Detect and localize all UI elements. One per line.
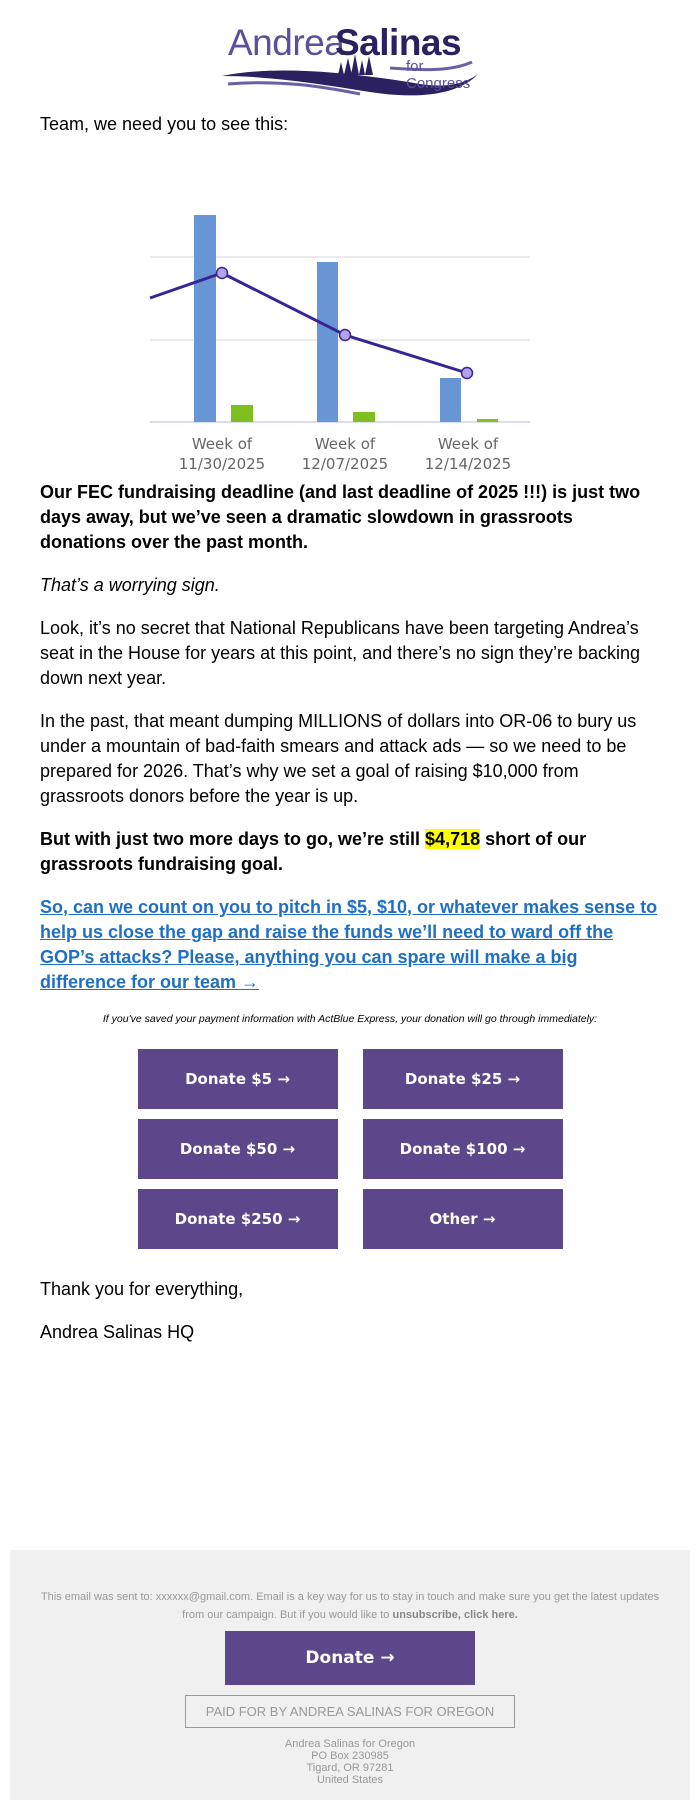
email-footer (10, 1550, 690, 1800)
deadline-paragraph (40, 480, 660, 555)
logo-tagline: for Congress (406, 58, 471, 92)
address-country: United States (316, 1774, 384, 1786)
signature: Andrea Salinas HQ (40, 1322, 195, 1342)
cta-paragraph (40, 895, 660, 995)
trend-marker-week1 (217, 268, 228, 279)
x-tick-line2: 12/07/2025 (301, 455, 389, 473)
donations-chart (0, 155, 700, 485)
shortfall-text-before: But with just two more days to go, we’re still (40, 829, 426, 849)
address-city: Tigard, OR 97281 (306, 1762, 394, 1774)
email-body (0, 112, 700, 1345)
bar-green-week1 (231, 405, 253, 422)
donate-25-button[interactable]: Donate $25 → (363, 1049, 563, 1109)
bar-green-week3 (477, 419, 498, 422)
donate-cta-link[interactable]: So, can we count on you to pitch in $5, $10, or whatever makes sense to help us close the gap and raise the funds we’ll need to ward off the GOP’s attacks? Please, anything you can spare will make a big difference for our team → (40, 897, 658, 992)
bar-green-week2 (353, 412, 375, 422)
donate-5-button[interactable]: Donate $5 → (138, 1049, 338, 1109)
x-tick-week3 (408, 434, 528, 474)
footer-disclaimer (30, 1588, 670, 1624)
shortfall-amount: $4,718 (425, 829, 481, 849)
donate-other-button[interactable]: Other → (363, 1189, 563, 1249)
logo-first-name: Andrea (228, 22, 345, 63)
logo-wordmark (220, 10, 480, 90)
mailing-address (30, 1738, 670, 1786)
disclaimer-text: . Email is a key way for us to stay in touch and make sure you get the latest updates from our campaign. But if you would like to (182, 1591, 660, 1621)
trend-marker-week3 (462, 368, 473, 379)
x-tick-line2: 12/14/2025 (424, 455, 512, 473)
x-tick-line1: Week of (191, 435, 253, 453)
recipient-email: xxxxxx@gmail.com (155, 1591, 251, 1603)
actblue-express-note: If you've saved your payment information with ActBlue Express, your donation will go through immediately: (102, 1013, 598, 1025)
worrying-sign-paragraph: That’s a worrying sign. (40, 575, 220, 595)
x-tick-week1 (162, 434, 282, 474)
footer-donate-button[interactable]: Donate → (225, 1631, 475, 1685)
campaign-logo (0, 0, 700, 100)
donate-50-button[interactable]: Donate $50 → (138, 1119, 338, 1179)
x-tick-week2 (285, 434, 405, 474)
sent-to-label: This email was sent to: (40, 1591, 156, 1603)
republicans-paragraph: Look, it’s no secret that National Republicans have been targeting Andrea’s seat in the House for years at this point, and there’s no sign they’re backing down next year. (40, 618, 641, 688)
x-tick-line2: 11/30/2025 (178, 455, 266, 473)
trend-marker-week2 (340, 330, 351, 341)
donate-100-button[interactable]: Donate $100 → (363, 1119, 563, 1179)
shortfall-text-after: short of our grassroots fundraising goal. (40, 829, 587, 874)
unsubscribe-link[interactable]: unsubscribe, click here. (392, 1609, 518, 1621)
bar-blue-week3 (440, 378, 461, 422)
donate-button-grid (40, 1049, 660, 1249)
bar-blue-week1 (194, 215, 216, 422)
x-tick-line1: Week of (314, 435, 376, 453)
logo-last-name: Salinas (335, 22, 462, 63)
address-po-box: PO Box 230985 (311, 1750, 389, 1762)
bar-blue-week2 (317, 262, 338, 422)
shortfall-paragraph (40, 827, 660, 877)
donate-250-button[interactable]: Donate $250 → (138, 1189, 338, 1249)
deadline-text: fundraising deadline (and last deadline of 2025 !!!) is just two days away, but we’ve seen a dramatic slowdown in grassroots donations over the past month. (40, 482, 641, 552)
address-org: Andrea Salinas for Oregon (284, 1738, 416, 1750)
fec-lead: Our FEC (40, 482, 114, 502)
signoff: Thank you for everything, (40, 1279, 244, 1299)
greeting: Team, we need you to see this: (40, 114, 289, 134)
x-tick-line1: Week of (437, 435, 499, 453)
goal-paragraph: In the past, that meant dumping MILLIONS of dollars into OR-06 to bury us under a mountain of bad-faith smears and attack ads — so we need to be prepared for 2026. That’s why we set a goal of raising $10,000 from grassroots donors before the year is up. (40, 711, 637, 806)
paid-for-disclaimer: PAID FOR BY ANDREA SALINAS FOR OREGON (185, 1695, 515, 1728)
